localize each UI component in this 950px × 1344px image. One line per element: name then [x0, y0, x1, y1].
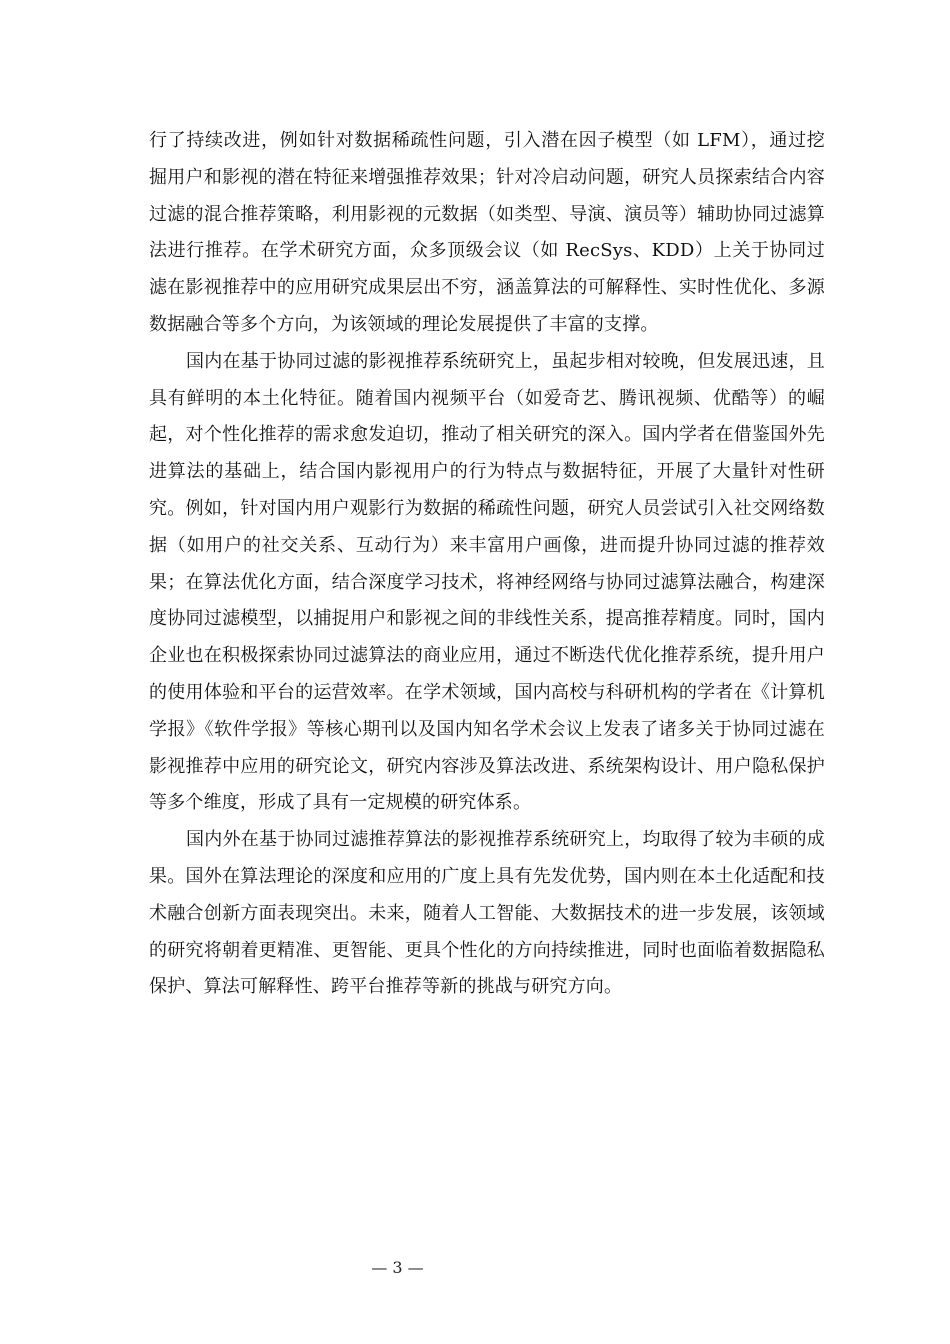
body-text	[149, 123, 825, 1006]
paragraph-continued: 行了持续改进，例如针对数据稀疏性问题，引入潜在因子模型（如 LFM），通过挖掘用户和影视的潜在特征来增强推荐效果；针对冷启动问题，研究人员探索结合内容过滤的混合推荐策略，利用影视的元数据（如类型、导演、演员等）辅助协同过滤算法进行推荐。在学术研究方面，众多顶级会议（如 RecSys、KDD）上关于协同过滤在影视推荐中的应用研究成果层出不穷，涵盖算法的可解释性、实时性优化、多源数据融合等多个方向，为该领域的理论发展提供了丰富的支撑。	[149, 130, 825, 335]
paragraph-domestic-research: 国内在基于协同过滤的影视推荐系统研究上，虽起步相对较晚，但发展迅速，且具有鲜明的本土化特征。随着国内视频平台（如爱奇艺、腾讯视频、优酷等）的崛起，对个性化推荐的需求愈发迫切，推动了相关研究的深入。国内学者在借鉴国外先进算法的基础上，结合国内影视用户的行为特点与数据特征，开展了大量针对性研究。例如，针对国内用户观影行为数据的稀疏性问题，研究人员尝试引入社交网络数据（如用户的社交关系、互动行为）来丰富用户画像，进而提升协同过滤的推荐效果；在算法优化方面，结合深度学习技术，将神经网络与协同过滤算法融合，构建深度协同过滤模型，以捕捉用户和影视之间的非线性关系，提高推荐精度。同时，国内企业也在积极探索协同过滤算法的商业应用，通过不断迭代优化推荐系统，提升用户的使用体验和平台的运营效率。在学术领域，国内高校与科研机构的学者在《计算机学报》《软件学报》等核心期刊以及国内知名学术会议上发表了诸多关于协同过滤在影视推荐中应用的研究论文，研究内容涉及算法改进、系统架构设计、用户隐私保护等多个维度，形成了具有一定规模的研究体系。	[149, 350, 825, 814]
page-number: — 3 —	[371, 1258, 424, 1277]
paragraph-summary: 国内外在基于协同过滤推荐算法的影视推荐系统研究上，均取得了较为丰硕的成果。国外在算法理论的深度和应用的广度上具有先发优势，国内则在本土化适配和技术融合创新方面表现突出。未来，随着人工智能、大数据技术的进一步发展，该领域的研究将朝着更精准、更智能、更具个性化的方向持续推进，同时也面临着数据隐私保护、算法可解释性、跨平台推荐等新的挑战与研究方向。	[149, 829, 825, 998]
